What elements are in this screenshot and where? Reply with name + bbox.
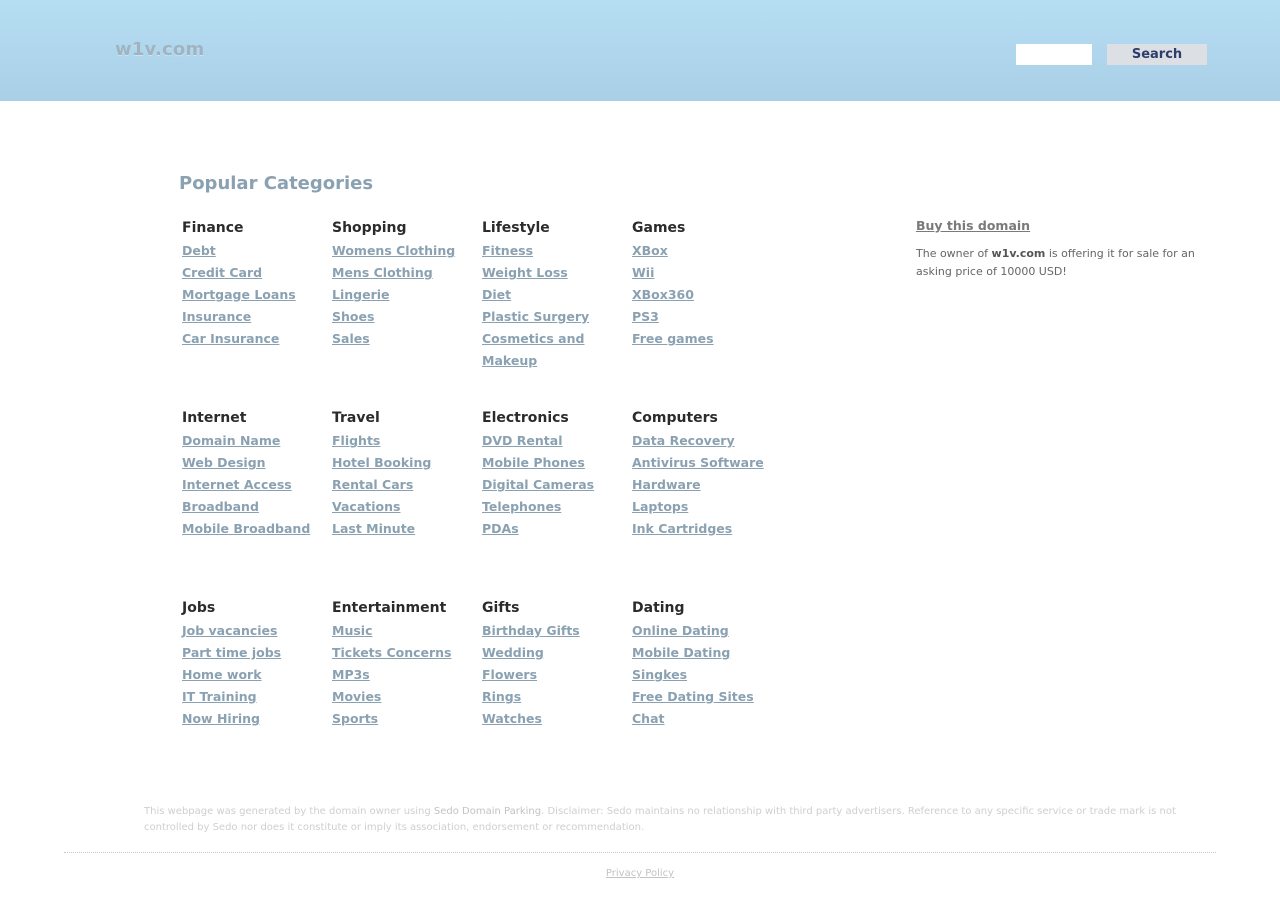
category-heading: Dating [632,600,685,616]
category-link[interactable]: Rings [482,689,522,704]
category-link[interactable]: Fitness [482,243,534,258]
category-column [632,408,782,598]
category-link[interactable]: Now Hiring [182,711,260,726]
category-heading: Electronics [482,410,569,426]
category-heading: Internet [182,410,247,426]
disclaimer-prefix: This webpage was generated by the domain owner using [144,806,434,817]
category-heading: Jobs [182,600,216,616]
category-link[interactable]: Data Recovery [632,433,735,448]
category-link[interactable]: Sports [332,711,379,726]
category-link[interactable]: Diet [482,287,512,302]
category-column [182,598,332,788]
category-link[interactable]: Movies [332,689,382,704]
category-link[interactable]: Rental Cars [332,477,414,492]
category-heading: Finance [182,220,244,236]
category-link[interactable]: Tickets Concerns [332,645,452,660]
category-link[interactable]: XBox [632,243,668,258]
category-link[interactable]: XBox360 [632,287,694,302]
category-heading: Games [632,220,686,236]
search-button[interactable]: Search [1107,44,1207,65]
offer-domain: w1v.com [991,247,1046,260]
category-link[interactable]: Wedding [482,645,544,660]
category-link[interactable]: DVD Rental [482,433,563,448]
category-link[interactable]: Web Design [182,455,266,470]
category-link[interactable]: Mens Clothing [332,265,433,280]
category-heading: Shopping [332,220,407,236]
category-link[interactable]: Broadband [182,499,259,514]
category-link[interactable]: Ink Cartridges [632,521,733,536]
category-link[interactable]: Telephones [482,499,562,514]
category-heading: Lifestyle [482,220,550,236]
category-link[interactable]: IT Training [182,689,257,704]
category-link[interactable]: Free Dating Sites [632,689,754,704]
disclaimer [144,804,1194,836]
category-column [182,408,332,598]
site-logo[interactable]: w1v.com [115,39,205,60]
category-column [182,218,332,408]
category-link[interactable]: Home work [182,667,262,682]
category-heading: Travel [332,410,380,426]
category-link[interactable]: Domain Name [182,433,281,448]
category-link[interactable]: Flights [332,433,381,448]
category-row [182,598,782,788]
category-heading: Entertainment [332,600,447,616]
category-link[interactable]: Internet Access [182,477,292,492]
footer-divider [64,852,1216,853]
category-column [482,408,632,598]
category-link[interactable]: PDAs [482,521,519,536]
offer-suffix: is offering it for sale for an asking price of 10000 USD! [916,247,1195,278]
category-column [632,218,782,408]
category-link[interactable]: Birthday Gifts [482,623,580,638]
buy-domain-link[interactable]: Buy this domain [916,218,1031,233]
category-link[interactable]: Sales [332,331,370,346]
category-link[interactable]: Mortgage Loans [182,287,296,302]
category-row [182,218,782,408]
category-link[interactable]: Wii [632,265,655,280]
category-link[interactable]: Mobile Phones [482,455,585,470]
search-input[interactable] [1016,44,1092,65]
category-heading: Computers [632,410,718,426]
category-link[interactable]: Chat [632,711,665,726]
category-link[interactable]: Credit Card [182,265,263,280]
category-link[interactable]: Free games [632,331,714,346]
category-link[interactable]: Digital Cameras [482,477,595,492]
popular-categories-title: Popular Categories [179,173,374,194]
category-link[interactable]: Hardware [632,477,701,492]
category-link[interactable]: Last Minute [332,521,416,536]
category-link[interactable]: Mobile Dating [632,645,731,660]
sale-offer-text [916,245,1206,281]
disclaimer-suffix: . Disclaimer: Sedo maintains no relationship with third party advertisers. Reference to any specific service or trade mark is not controlled by Sedo nor does it constitute or imply its association, endorsement or recommendation. [144,806,1176,833]
category-link[interactable]: Hotel Booking [332,455,432,470]
category-link[interactable]: Plastic Surgery [482,309,590,324]
category-link[interactable]: Laptops [632,499,689,514]
category-link[interactable]: Job vacancies [182,623,278,638]
category-link[interactable]: Debt [182,243,216,258]
offer-prefix: The owner of [916,247,992,260]
category-link[interactable]: Part time jobs [182,645,282,660]
category-link[interactable]: Shoes [332,309,375,324]
category-column [332,598,482,788]
privacy-policy-link[interactable]: Privacy Policy [605,868,675,879]
category-link[interactable]: Lingerie [332,287,390,302]
header-banner [0,0,1280,101]
category-link[interactable]: Womens Clothing [332,243,456,258]
category-column [482,598,632,788]
category-heading: Gifts [482,600,520,616]
category-column [482,218,632,408]
sedo-parking-link[interactable]: Sedo Domain Parking [433,806,542,817]
category-link[interactable]: Music [332,623,373,638]
category-link[interactable]: MP3s [332,667,370,682]
category-link[interactable]: Insurance [182,309,252,324]
category-column [632,598,782,788]
category-grid [182,218,782,788]
category-link[interactable]: Cosmetics and Makeup [482,331,585,368]
category-link[interactable]: Singkes [632,667,688,682]
category-row [182,408,782,598]
category-link[interactable]: Vacations [332,499,401,514]
category-column [332,408,482,598]
category-link[interactable]: Car Insurance [182,331,280,346]
category-link[interactable]: Online Dating [632,623,729,638]
category-link[interactable]: PS3 [632,309,659,324]
category-link[interactable]: Flowers [482,667,538,682]
category-link[interactable]: Mobile Broadband [182,521,311,536]
category-link[interactable]: Watches [482,711,542,726]
category-link[interactable]: Weight Loss [482,265,568,280]
category-column [332,218,482,408]
category-link[interactable]: Antivirus Software [632,455,764,470]
